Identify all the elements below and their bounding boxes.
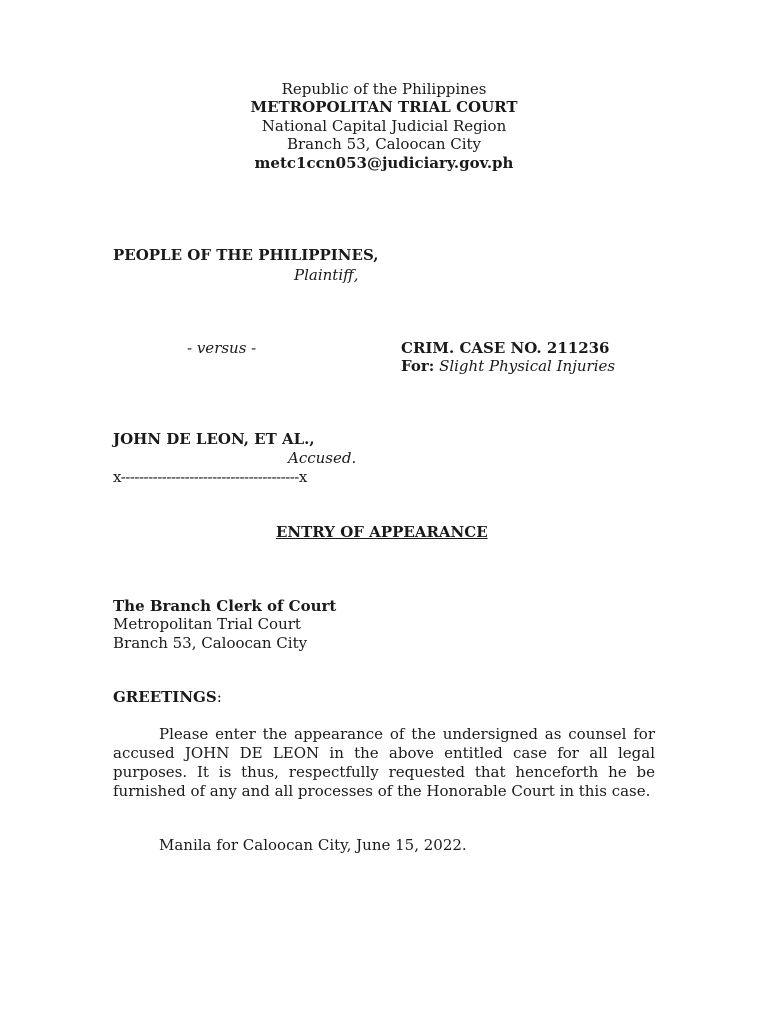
greeting-word: GREETINGS [113,688,217,706]
addressee-court: Metropolitan Trial Court [113,615,301,633]
header-branch: Branch 53, Caloocan City [286,135,482,153]
header-region: National Capital Judicial Region [261,117,507,135]
greeting [113,688,222,706]
body-paragraph: Please enter the appearance of the undersigned as counsel for accused JOHN DE LEON in the above entitled case for all legal purposes. It is thus, respectfully requested that henceforth he be furnished of any and all processes of the Honorable Court in this case. [113,725,655,800]
case-number: CRIM. CASE NO. 211236 [401,339,610,357]
accused-role: Accused. [288,449,357,467]
accused-name: JOHN DE LEON, ET AL., [113,430,315,448]
addressee-branch: Branch 53, Caloocan City [113,634,308,652]
plaintiff-name: PEOPLE OF THE PHILIPPINES, [113,246,379,264]
versus-label: - versus - [187,339,257,357]
greeting-colon: : [216,688,222,706]
document-title: ENTRY OF APPEARANCE [276,523,488,541]
header-email: metc1ccn053@judiciary.gov.ph [254,154,514,172]
caption-separator: x---------------------------------------x [113,468,307,486]
header-court: METROPOLITAN TRIAL COURT [250,98,518,116]
addressee-name: The Branch Clerk of Court [113,597,337,615]
plaintiff-role: Plaintiff, [294,266,359,284]
header-country: Republic of the Philippines [281,80,487,98]
for-label: For: [401,357,435,375]
dateline: Manila for Caloocan City, June 15, 2022. [159,836,467,854]
case-nature [401,357,615,375]
for-value: Slight Physical Injuries [439,357,616,375]
